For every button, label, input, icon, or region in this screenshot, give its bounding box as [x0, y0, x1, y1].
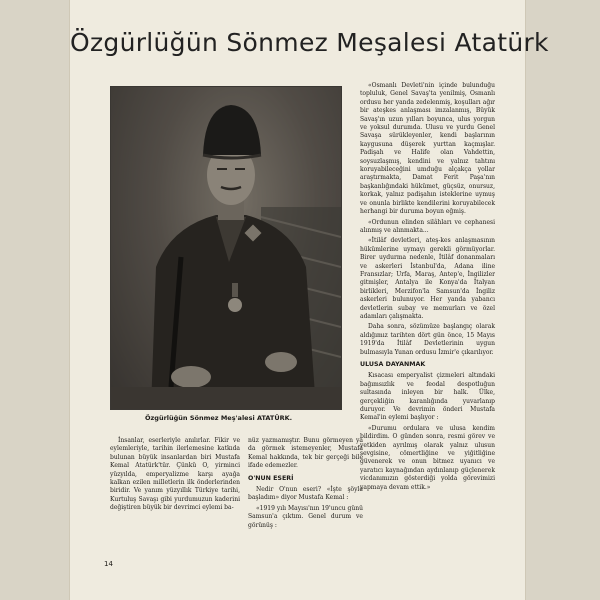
paragraph: Kısacası emperyalist çizmeleri altındaki bağımsızlık ve feodal despotluğun sultasında inleyen bir halk. Ülke, gerçekliğin karanlığında yuvarlanıp duruyor. Ve devrimin önderi Mustafa Kemal'in eylemi başlıyor :	[360, 372, 495, 422]
paragraph: «İtilâf devletleri, ateş-kes anlaşmasının hükümlerine uymayı gerekli görmüyorlar. Birer uydurma nedenle, İtilâf donanmaları ve askerleri İstanbul'da, Adana iline Fransızlar; Urfa, Maraş, Antep'e, İngilizler gitmişler, Antalya ile Konya'da İtalyan birlikleri, Merzifon'la Samsun'da İngiliz askerleri bulunuyor. Her yanda yabancı devletlerin subay ve memurları ve özel adamları çalışmakta.	[360, 237, 495, 320]
left-column	[110, 437, 240, 515]
ataturk-portrait-photo	[110, 86, 342, 410]
paragraph: «1919 yılı Mayısı'nın 19'uncu günü Samsun'a çıktım. Genel durum ve görünüş :	[248, 504, 363, 529]
paragraph: İnsanlar, eserleriyle anılırlar. Fikir ve eylemleriyle, tarihin ilerlemesine katkıda bulunan büyük insanlardan biri Mustafa Kemal Atatürk'tür. Çünkü O, yirminci yüzyılda, emperyalizme karşı ayağa kalkan ezilen milletlerin ilk önderlerinden biridir. Ve yanım yüzyıllık Türkiye tarihi, Kurtuluş Savaşı gibi yurdumuzun kaderini değiştiren büyük bir devrimci eylemi ba-	[110, 437, 240, 512]
paragraph: «Osmanlı Devleti'nin içinde bulunduğu topluluk, Genel Savaş'ta yenilmiş, Osmanlı ordusu her yanda zedelenmiş, koşulları ağır bir ateşkes anlaşması imzalanmış, Büyük Savaş'ın uzun yılları boyunca, ulus yorgun ve yoksul durumda. Ulusu ve yurdu Genel Savaşa sürükleyenler, kendi başlarının kaygusuna düşerek yurttan kaçmışlar. Padişah ve Halife olan Vahdettin, soysuzlaşmış, kendini ve yalnız tahtını koruyabileceğini umduğu alçakça yollar araştırmakta, Damat Ferit Paşa'nın başkanlığındaki hükümet, güçsüz, onursuz, korkak, yalnız padişahın isteklerine uymuş ve onunla birlikte kendilerini koruyabilecek herhangi bir duruma boyun eğmiş.	[360, 82, 495, 216]
middle-column	[248, 437, 363, 532]
page-number: 14	[104, 560, 113, 568]
right-column	[360, 82, 495, 494]
paragraph: Nedir O'nun eseri? «İşte şöyle başladım» diyor Mustafa Kemal :	[248, 486, 363, 502]
magazine-page	[70, 0, 549, 600]
paragraph: «Ordunun elinden silâhları ve cephanesi alınmış ve alınmakta...	[360, 218, 495, 234]
paragraph: «Durumu ordulara ve ulusa kendim bildirdim. O günden sonra, resmi görev ve yetkiden ayrılmış olarak yalnız ulusun sevgisine, cömertliğine ve yiğitliğine güvenerek ve onun bitmez uyanıcı ve yaratıcı kaynağından aydınlanıp güçlenerek vicdanımızın gösterdiği yolda görevimizi yapmaya devam ettik.»	[360, 424, 495, 491]
portrait-illustration	[111, 87, 341, 409]
photo-caption: Özgürlüğün Sönmez Meş'alesi ATATÜRK.	[145, 414, 293, 422]
section-heading: ULUSA DAYANMAK	[360, 361, 426, 368]
paragraph: nüz yazmamıştır. Bunu görmeyen ya da görmek istemeyenler, Mustafa Kemal hakkında, tek bir gerçeği bile ifade edemezler.	[248, 437, 363, 470]
article-title: Özgürlüğün Sönmez Meşalesi Atatürk	[70, 28, 549, 57]
paragraph: Daha sonra, sözümüze başlangıç olarak aldığımız tarihten dört gün önce, 15 Mayıs 1919'da İtilâf Devletlerinin uygun bulmasıyla Yunan ordusu İzmir'e çıkarılıyor.	[360, 323, 495, 356]
section-heading: O'NUN ESERİ	[248, 474, 294, 482]
